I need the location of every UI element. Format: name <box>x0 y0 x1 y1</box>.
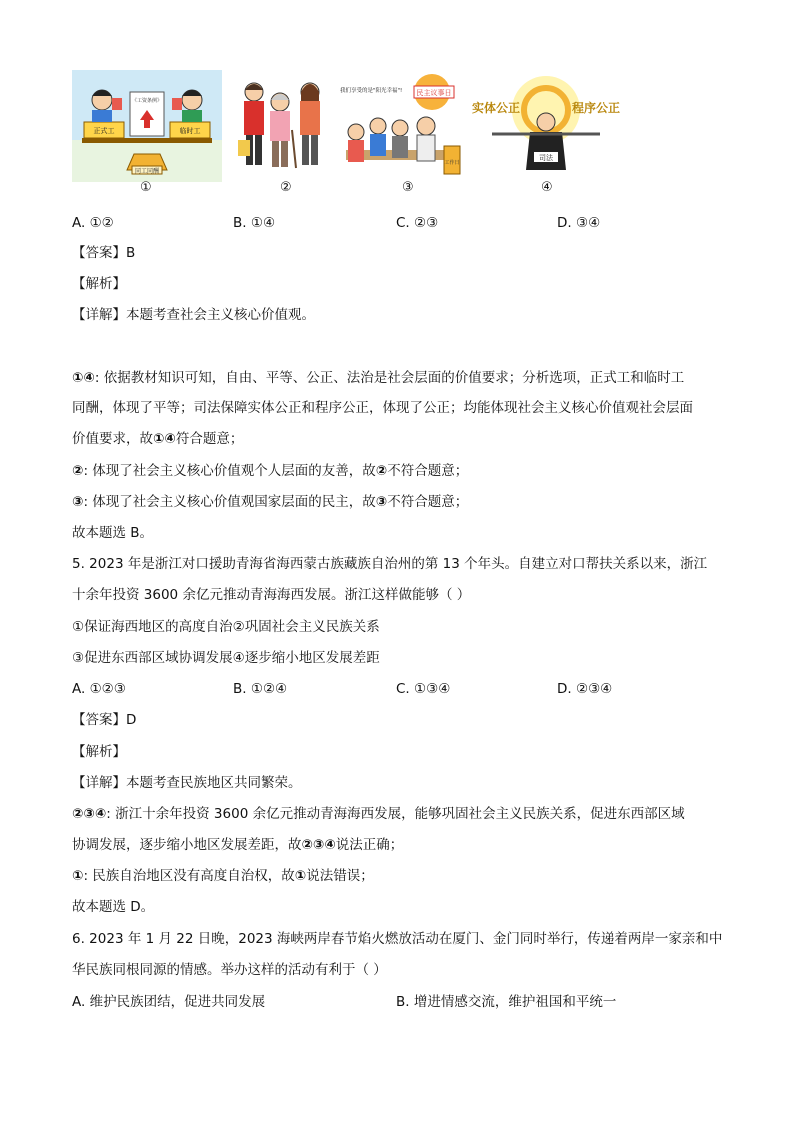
cartoon-equal-pay-drawing <box>72 70 222 182</box>
cartoon-democracy-day-drawing <box>336 70 468 182</box>
q4-explain-text-5a: : 体现了社会主义核心价值观国家层面的民主，故 <box>83 494 376 510</box>
q5-option-c[interactable]: C. ①③④ <box>396 681 451 697</box>
q5-statements-line-2: ③促进东西部区域协调发展④逐步缩小地区发展差距 <box>72 650 380 666</box>
substantive-justice-text: 实体公正 <box>471 101 521 115</box>
caption-1: ① <box>140 180 152 195</box>
q4-explain-text-3a: 价值要求，故 <box>72 431 153 447</box>
q4-detail-text: 本题考查社会主义核心价值观。 <box>126 307 315 323</box>
caption-4: ④ <box>541 180 553 195</box>
q4-explain-line-4 <box>72 461 468 481</box>
q5-explain-text-3b: ① <box>294 868 307 884</box>
cartoon-equal-pay <box>72 70 222 182</box>
q4-explain-prefix-3: ③ <box>72 494 84 510</box>
q4-analysis-label: 【解析】 <box>72 276 126 292</box>
q4-explain-line-5 <box>72 492 468 512</box>
q4-explain-prefix: ①④ <box>72 370 95 386</box>
caption-3: ③ <box>402 180 414 195</box>
q5-explain-text-1: : 浙江十余年投资 3600 余亿元推动青海海西发展，能够巩固社会主义民族关系，促进东西部区域 <box>106 806 685 822</box>
q5-answer: 【答案】D <box>72 712 137 728</box>
q4-explain-prefix-2: ② <box>72 463 84 479</box>
q5-detail-prefix: 【详解】 <box>72 775 126 791</box>
q4-detail-prefix: 【详解】 <box>72 307 126 323</box>
q5-detail-text: 本题考查民族地区共同繁荣。 <box>126 775 302 791</box>
cartoon-helping-elderly <box>224 70 334 182</box>
sunshine-happiness-text: 我们享受的是"阳光幸福"! <box>340 88 403 94</box>
equal-pay-base-text: 同工同酬 <box>134 168 160 175</box>
q5-explain-text-2b: ②③④ <box>301 837 336 853</box>
work-day-sign-text: 工作日 <box>444 160 460 166</box>
wage-rules-text: 《工资条例》 <box>131 98 163 104</box>
q5-explain-prefix: ②③④ <box>72 806 107 822</box>
q5-explain-line-3 <box>72 866 374 886</box>
q4-explain-text-5b: ③ <box>375 494 388 510</box>
q5-option-a[interactable]: A. ①②③ <box>72 681 126 697</box>
regular-worker-text: 正式工 <box>93 127 115 135</box>
cartoon-judicial-justice <box>470 70 622 182</box>
q4-option-c[interactable]: C. ②③ <box>396 215 439 231</box>
q5-explain-prefix-2: ① <box>72 868 84 884</box>
caption-2: ② <box>280 180 292 195</box>
q4-explain-line-3 <box>72 429 243 449</box>
q5-stem-line-1: 5. 2023 年是浙江对口援助青海省海西蒙古族藏族自治州的第 13 个年头。自建立对口帮扶关系以来，浙江 <box>72 556 708 572</box>
q5-option-b[interactable]: B. ①②④ <box>233 681 288 697</box>
q4-explain-text-1: : 依据教材知识可知，自由、平等、公正、法治是社会层面的价值要求；分析选项，正式工和临时工 <box>94 370 685 386</box>
q4-option-d[interactable]: D. ③④ <box>557 215 601 231</box>
cartoon-democracy-day <box>336 70 468 182</box>
q6-option-a[interactable]: A. 维护民族团结，促进共同发展 <box>72 994 266 1010</box>
q4-explain-line-1 <box>72 368 684 388</box>
q5-explain-text-2a: 协调发展，逐步缩小地区发展差距，故 <box>72 837 302 853</box>
q6-option-b[interactable]: B. 增进情感交流，维护祖国和平统一 <box>396 994 617 1010</box>
q5-explain-line-2 <box>72 835 403 855</box>
q4-option-a[interactable]: A. ①② <box>72 215 114 231</box>
cartoon-helping-elderly-drawing <box>224 70 334 182</box>
q4-explain-text-5c: 不符合题意； <box>387 494 469 510</box>
judicial-text: 司法 <box>539 154 553 162</box>
q5-stem-line-2: 十余年投资 3600 余亿元推动青海海西发展。浙江这样做能够（ ） <box>72 587 471 603</box>
q4-explain-text-4c: 不符合题意； <box>387 463 469 479</box>
q5-explain-text-3a: : 民族自治地区没有高度自治权，故 <box>83 868 295 884</box>
q5-detail <box>72 773 302 793</box>
procedural-justice-text: 程序公正 <box>571 101 621 115</box>
q5-analysis-label: 【解析】 <box>72 744 126 760</box>
q4-answer: 【答案】B <box>72 245 136 261</box>
q5-explain-line-1 <box>72 804 685 824</box>
democracy-day-text: 民主议事日 <box>416 89 452 97</box>
cartoon-judicial-justice-drawing <box>470 70 622 182</box>
q5-explain-text-2c: 说法正确； <box>335 837 404 853</box>
q4-explain-line-2: 同酬，体现了平等；司法保障实体公正和程序公正，体现了公正；均能体现社会主义核心价值观社会层面 <box>72 400 693 416</box>
q4-explain-text-3b: ①④ <box>153 431 176 447</box>
q5-statements-line-1: ①保证海西地区的高度自治②巩固社会主义民族关系 <box>72 619 380 635</box>
q4-option-b[interactable]: B. ①④ <box>233 215 276 231</box>
q6-stem-line-1: 6. 2023 年 1 月 22 日晚，2023 海峡两岸春节焰火燃放活动在厦门、金门同时举行，传递着两岸一家亲和中 <box>72 931 723 947</box>
q5-option-d[interactable]: D. ②③④ <box>557 681 613 697</box>
q4-detail <box>72 305 315 325</box>
q5-conclusion: 故本题选 D。 <box>72 899 155 915</box>
q4-explain-text-3c: 符合题意； <box>175 431 244 447</box>
q4-explain-text-4b: ② <box>375 463 388 479</box>
temp-worker-text: 临时工 <box>179 127 201 135</box>
q5-explain-text-3c: 说法错误； <box>306 868 374 884</box>
q4-conclusion: 故本题选 B。 <box>72 525 154 541</box>
q4-explain-text-4a: : 体现了社会主义核心价值观个人层面的友善，故 <box>83 463 376 479</box>
q6-stem-line-2: 华民族同根同源的情感。举办这样的活动有利于（ ） <box>72 962 387 978</box>
